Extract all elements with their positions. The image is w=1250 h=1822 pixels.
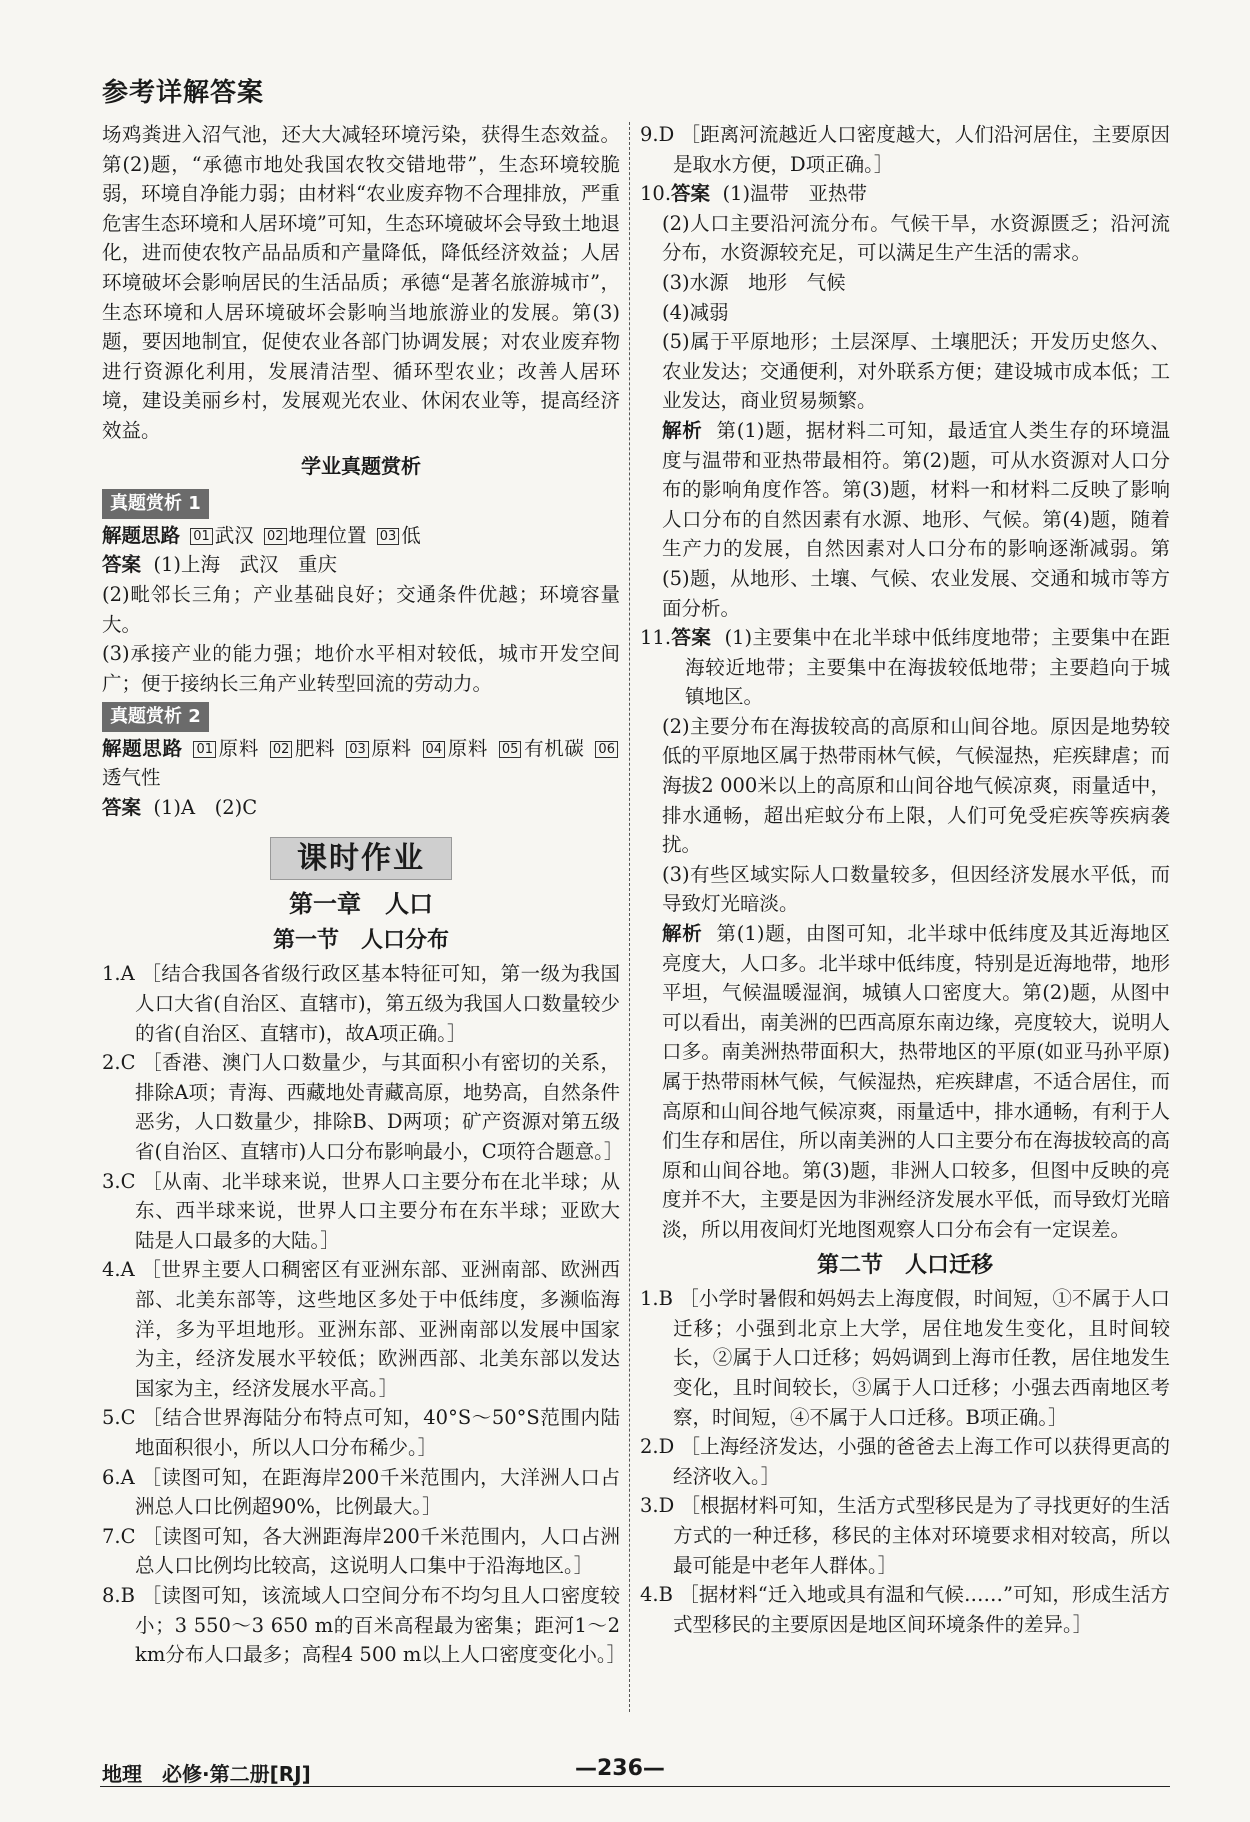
answer-item-10 [640, 179, 1170, 623]
zhenti-2 [102, 698, 620, 822]
section-2-title: 第二节 人口迁移 [816, 1252, 993, 1278]
think-keyword: 有机碳 [523, 736, 585, 760]
think-keyword: 肥料 [294, 736, 336, 760]
right-items [640, 1284, 1170, 1639]
answer-label: 答案 [102, 796, 142, 820]
zhenti-1-answer [102, 550, 620, 580]
circled-number: 02 [264, 528, 287, 545]
right-column [640, 120, 1170, 1639]
circled-number: 04 [423, 741, 446, 758]
think-keyword: 低 [401, 523, 421, 547]
answer-item [102, 1463, 620, 1522]
answer-text: (1)主要集中在北半球中低纬度地带；主要集中在距海较近地带；主要集中在海拔较低地带；主要趋向于城镇地区。 [685, 626, 1170, 709]
zhenti-1-answer-2: (2)毗邻长三角；产业基础良好；交通条件优越；环境容量大。 [102, 582, 620, 636]
zhenti-2-answer [102, 793, 620, 823]
zhenti-1 [102, 485, 620, 698]
answer-label: 答案 [102, 553, 142, 577]
item-number: 4.A [102, 1258, 135, 1282]
banner-wrap [102, 837, 620, 881]
think-keyword: 武汉 [214, 523, 254, 547]
answer-item [102, 1255, 620, 1403]
banner-keshi-zuoye: 课时作业 [270, 837, 452, 881]
item-text: ［世界主要人口稠密区有亚洲东部、亚洲南部、欧洲西部、北美东部等，这些地区多处于中低纬度，多濒临海洋，多为平坦地形。亚洲东部、亚洲南部以发展中国家为主，经济发展水平较低；欧洲西部、北美东部以发达国家为主，经济发展水平高。］ [135, 1258, 620, 1400]
left-column [102, 120, 627, 1670]
circled-number: 01 [193, 741, 216, 758]
intro-paragraph: 场鸡粪进入沼气池，还大大减轻环境污染，获得生态效益。第(2)题，“承德市地处我国农牧交错地带”，生态环境较脆弱，环境自净能力弱；由材料“农业废弃物不合理排放，严重危害生态环境和人居环境”可知，生态环境破坏会导致土地退化，进而使农牧产品品质和产量降低，降低经济效益；人居环境破坏会影响居民的生活品质；承德“是著名旅游城市”，生态环境和人居环境破坏会影响当地旅游业的发展。第(3)题，要因地制宜，促使农业各部门协调发展；对农业废弃物进行资源化利用，发展清洁型、循环型农业；改善人居环境，建设美丽乡村，发展观光农业、休闲农业等，提高经济效益。 [102, 123, 620, 442]
answer-text: (1)温带 亚热带 [722, 182, 868, 206]
circled-number: 03 [346, 741, 369, 758]
zhenti-2-think [102, 734, 620, 793]
circled-number: 06 [595, 741, 618, 758]
explanation-label: 解析 [662, 418, 703, 442]
answer-item [102, 1522, 620, 1581]
answer-label: 答案 [671, 182, 711, 206]
answer-item-11 [640, 623, 1170, 1244]
left-items [102, 959, 627, 1669]
answer-item [102, 1167, 620, 1256]
item-text: ［从南、北半球来说，世界人口主要分布在北半球；从东、西半球来说，世界人口主要分布在东半球；亚欧大陆是人口最多的大陆。］ [135, 1169, 620, 1252]
item-text: ［小学时暑假和妈妈去上海度假，时间短，①不属于人口迁移；小强到北京上大学，居住地发生变化，且时间较长，②属于人口迁移；妈妈调到上海市任教，居住地发生变化，且时间较长，③属于人口迁移；小强去西南地区考察，时间短，④不属于人口迁移。B项正确。］ [673, 1287, 1170, 1429]
answer-item [102, 1048, 624, 1166]
explanation-text: 第(1)题，由图可知，北半球中低纬度及其近海地区亮度大，人口多。北半球中低纬度，特别是近海地带，地形平坦，气候温暖湿润，城镇人口密度大。第(2)题，从图中可以看出，南美洲的巴西高原东南边缘，亮度较大，说明人口多。南美洲热带面积大，热带地区的平原(如亚马孙平原)属于热带雨林气候，气候湿热，疟疾肆虐，不适合居住，而高原和山间谷地气候凉爽，雨量适中，排水通畅，有利于人们生存和居住，所以南美洲的人口主要分布在海拔较高的高原和山间谷地。第(3)题，非洲人口较多，但图中反映的亮度并不大，主要是因为非洲经济发展水平低，而导致灯光暗淡，所以用夜间灯光地图观察人口分布会有一定误差。 [662, 922, 1170, 1241]
answer-item [640, 1284, 1170, 1432]
page-number: —236— [575, 1756, 665, 1781]
circled-number: 02 [270, 741, 293, 758]
item-10-answer [640, 179, 1170, 209]
item-10-a2: (2)人口主要沿河流分布。气候干旱，水资源匮乏；沿河流分布，水资源较充足，可以满足生产生活的需求。 [662, 211, 1170, 265]
item-text: ［读图可知，各大洲距海岸200千米范围内，人口占洲总人口比例均比较高，这说明人口集中于沿海地区。］ [135, 1524, 620, 1578]
think-keyword: 地理位置 [288, 523, 367, 547]
item-text: ［结合世界海陆分布特点可知，40°S～50°S范围内陆地面积很小，所以人口分布稀少。］ [135, 1406, 621, 1459]
item-number: 11. [640, 626, 672, 650]
item-text: ［据材料“迁入地或具有温和气候……”可知，形成生活方式型移民的主要原因是地区间环境条件的差异。］ [673, 1583, 1170, 1636]
item-text: ［结合我国各省级行政区基本特征可知，第一级为我国人口大省(自治区、直辖市)，第五级为我国人口数量较少的省(自治区、直辖市)，故A项正确。］ [135, 962, 620, 1045]
zhenti-2-tag: 真题赏析 2 [102, 702, 209, 732]
item-number: 7.C [102, 1524, 136, 1548]
circled-number: 05 [499, 741, 522, 758]
section-title-xueye: 学业真题赏析 [301, 453, 421, 478]
item-10-a5: (5)属于平原地形；土层深厚、土壤肥沃；开发历史悠久、农业发达；交通便利，对外联系方便；建设城市成本低；工业发达，商业贸易频繁。 [662, 330, 1170, 413]
think-keyword: 透气性 [102, 766, 161, 790]
explanation-label: 解析 [662, 922, 703, 946]
answer-item [102, 959, 620, 1048]
header-title: 参考详解答案 [102, 78, 265, 108]
item-number: 1.B [640, 1287, 673, 1311]
think-label: 解题思路 [102, 523, 181, 547]
item-number: 9.D [640, 123, 675, 146]
item-10-a4: (4)减弱 [662, 300, 729, 324]
chapter-title: 第一章 人口 [289, 890, 433, 919]
item-number: 1.A [102, 962, 135, 986]
answer-text: (1)A (2)C [153, 796, 258, 820]
item-number: 2.D [640, 1435, 675, 1459]
column-divider [629, 122, 630, 1712]
item-text: ［根据材料可知，生活方式型移民是为了寻找更好的生活方式的一种迁移，移民的主体对环境要求相对较高，所以最可能是中老年人群体。］ [673, 1494, 1170, 1577]
footer-book-title: 地理 必修·第二册[RJ] [102, 1762, 311, 1786]
item-10-explanation [640, 416, 1170, 623]
item-11-answer [640, 623, 1170, 712]
item-text: ［读图可知，该流域人口空间分布不均匀且人口密度较小；3 550～3 650 m的百米高程最为密集；距河1～2 km分布人口最多；高程4 500 m以上人口密度变化小。］ [135, 1583, 627, 1667]
think-keyword: 原料 [447, 736, 489, 760]
zhenti-1-think [102, 521, 620, 551]
think-keyword: 原料 [370, 736, 412, 760]
item-11-explanation [640, 919, 1170, 1245]
item-number: 6.A [102, 1465, 135, 1489]
item-number: 5.C [102, 1406, 136, 1430]
answer-item [640, 1491, 1170, 1580]
item-number: 3.C [102, 1169, 136, 1193]
answer-item [102, 1403, 620, 1462]
zhenti-1-tag: 真题赏析 1 [102, 489, 209, 519]
item-text: ［上海经济发达，小强的爸爸去上海工作可以获得更高的经济收入。］ [673, 1435, 1170, 1488]
explanation-text: 第(1)题，据材料二可知，最适宜人类生存的环境温度与温带和亚热带最相符。第(2)题，可从水资源对人口分布的影响角度作答。第(3)题，材料一和材料二反映了影响人口分布的自然因素有水源、地形、气候。第(4)题，随着生产力的发展，自然因素对人口分布的影响逐渐减弱。第(5)题，从地形、土壤、气候、农业发展、交通和城市等方面分析。 [662, 418, 1170, 620]
item-11-a2: (2)主要分布在海拔较高的高原和山间谷地。原因是地势较低的平原地区属于热带雨林气候，气候湿热，疟疾肆虐；而海拔2 000米以上的高原和山间谷地气候凉爽，雨量适中，排水通畅，超出疟蚊分布上限，人们可免受疟疾等疾病袭扰。 [662, 714, 1170, 857]
section-title: 第一节 人口分布 [272, 927, 449, 953]
item-number: 4.B [640, 1583, 673, 1607]
answer-item [102, 1581, 627, 1670]
think-label: 解题思路 [102, 736, 183, 760]
item-11-a3: (3)有些区域实际人口数量较多，但因经济发展水平低，而导致灯光暗淡。 [662, 862, 1170, 916]
item-10-a3: (3)水源 地形 气候 [662, 270, 846, 294]
answer-text: (1)上海 武汉 重庆 [153, 553, 338, 577]
zhenti-1-answer-3: (3)承接产业的能力强；地价水平相对较低，城市开发空间广；便于接纳长三角产业转型回流的劳动力。 [102, 642, 620, 695]
item-number: 8.B [102, 1583, 135, 1607]
circled-number: 03 [377, 528, 400, 545]
answer-item [640, 1432, 1170, 1491]
circled-number: 01 [190, 528, 213, 545]
answer-item-9 [640, 120, 1170, 179]
think-keyword: 原料 [218, 736, 259, 760]
item-number: 3.D [640, 1494, 675, 1518]
item-text: ［距离河流越近人口密度越大，人们沿河居住，主要原因是取水方便，D项正确。］ [673, 123, 1170, 176]
item-number: 10. [640, 182, 672, 206]
item-number: 2.C [102, 1051, 136, 1075]
answer-item [640, 1580, 1170, 1639]
item-text: ［读图可知，在距海岸200千米范围内，大洋洲人口占洲总人口比例超90%，比例最大。］ [135, 1465, 620, 1519]
item-text: ［香港、澳门人口数量少，与其面积小有密切的关系，排除A项；青海、西藏地处青藏高原，地势高，自然条件恶劣，人口数量少，排除B、D两项；矿产资源对第五级省(自治区、直辖市)人口分布影响最小，C项符合题意。］ [135, 1051, 624, 1163]
answer-label: 答案 [671, 626, 712, 650]
